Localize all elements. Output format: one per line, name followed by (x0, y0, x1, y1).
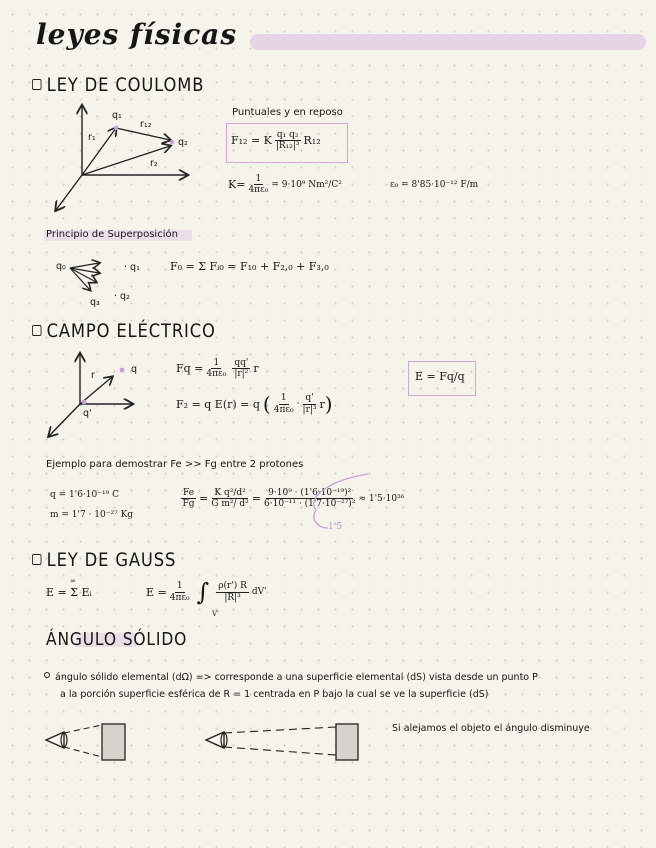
angulo-line2: a la porción superficie esférica de R = 1 centrada en P bajo la cual se ve la superficie (dS) (60, 689, 489, 700)
coulomb-heading-text: LEY DE COULOMB (46, 74, 205, 96)
campo-eq2-tail: r (319, 397, 325, 411)
label-sup-q3: q₃ (90, 297, 100, 308)
label-r2: r₂ (150, 158, 158, 169)
gauss-int-sub: V' (212, 610, 219, 618)
campo-eq1-den2: |r|² (234, 369, 249, 380)
label-q1: q₁ (112, 110, 122, 121)
campo-eq2-num1: 1 (280, 393, 287, 404)
ejemplo-m: m = 1'7 · 10⁻²⁷ Kg (50, 510, 134, 520)
angulo-heading: ÁNGULO SÓLIDO (46, 629, 188, 650)
k-den: 4πε₀ (248, 185, 269, 196)
label-r12: r₁₂ (140, 119, 152, 130)
label-sup-q1: · q₁ (124, 262, 140, 273)
page-title: leyes físicas (36, 18, 238, 51)
label-campo-r: r (91, 370, 95, 381)
campo-eq2: F₂ = q E(r) = q ( $\frac{1}{\text{4πε₀}}$ · $\frac{q'}{\text{|r|³}}$ r ) (176, 392, 333, 416)
label-campo-qp: q' (83, 408, 92, 419)
label-q0: q₀ (56, 261, 66, 272)
gauss-int-den: 4πε₀ (169, 592, 190, 603)
num-value: 9·10⁹ · (1'6·10⁻¹⁹)² (268, 488, 352, 498)
coulomb-force-vec: R₁₂ (303, 134, 321, 148)
k-lhs: K= (228, 178, 246, 192)
campo-box-lhs: E = (415, 370, 436, 383)
campo-eq1-num1: 1 (213, 358, 220, 368)
label-campo-q: q (131, 364, 138, 375)
campo-box-rhs: Fq/q (439, 370, 465, 383)
gauss-sum-eq: E = Σ Eᵢ (46, 586, 92, 599)
campo-eq1-den1: 4πε₀ (206, 369, 227, 380)
mid-num: K q²/d² (214, 488, 246, 498)
campo-eq2-num2: q' (305, 393, 314, 404)
gauss-sum-top: ∞ (70, 577, 76, 585)
campo-eq2-den1: 4πε₀ (273, 404, 294, 415)
integral-icon: ∫ (196, 578, 210, 606)
coulomb-force-num: q₁ q₂ (276, 130, 299, 140)
ratio-den: Fg (182, 499, 195, 510)
gauss-inner-num: ρ(r') R (218, 581, 247, 592)
angulo-caption: Si alejamos el objeto el ángulo disminuye (392, 723, 590, 734)
ejemplo-q: q = 1'6·10⁻¹⁹ C (50, 490, 119, 500)
gauss-inner-den: |R|³ (224, 592, 241, 603)
gauss-heading-text: LEY DE GAUSS (46, 549, 177, 571)
campo-eq1-num2: qq' (234, 358, 249, 368)
ratio-num: Fe (183, 488, 195, 498)
k-rhs: = 9·10⁹ Nm²/C² (271, 179, 342, 190)
ejemplo-ratio: $\frac{Fe}{Fg}$ = $\frac{\text{K q²/d²}}{\text{G m²/ d²}}$ = $\frac{\text{9·10⁹ · (1'6·10⁻¹⁹)²}}{\text{6·10⁻¹¹ · (1'7·10⁻²⁷)²}}$ ≈ 1'5·10³⁶ (182, 488, 405, 510)
superposicion-heading: Principio de Superposición (46, 229, 178, 240)
campo-eq2-lhs: F₂ = q E(r) = q (176, 397, 260, 411)
angulo-line1-text: ángulo sólido elemental (dΩ) => corresponde a una superficie elemental (dS) vista desde un punto P (55, 672, 538, 683)
k-num: 1 (255, 174, 262, 184)
gauss-int-lhs: E = (146, 585, 167, 599)
campo-eq2-den2: |r|³ (302, 404, 317, 415)
ejemplo-result: ≈ 1'5·10³⁶ (358, 493, 405, 504)
coulomb-force-lhs: F₁₂ = K (231, 134, 272, 148)
ejemplo-note: 1'5 (328, 522, 342, 532)
coulomb-force-den: |R₁₂|³ (275, 141, 300, 152)
mid-den: G m²/ d² (211, 499, 249, 510)
coulomb-note: Puntuales y en reposo (232, 107, 343, 118)
label-q2: q₂ (178, 137, 188, 148)
den-value: 6·10⁻¹¹ · (1'7·10⁻²⁷)² (264, 499, 356, 510)
label-sup-q2: · q₂ (114, 291, 130, 302)
superposicion-equation: F₀ = Σ Fᵢ₀ = F₁₀ + F₂,₀ + F₃,₀ (170, 260, 329, 273)
gauss-int-tail: dV' (251, 587, 267, 597)
campo-heading-text: CAMPO ELÉCTRICO (46, 320, 216, 342)
campo-eq1-lhs: Fq = (176, 362, 204, 376)
ejemplo-heading: Ejemplo para demostrar Fe >> Fg entre 2 protones (46, 459, 304, 470)
gauss-int-num: 1 (176, 581, 183, 592)
campo-eq1-tail: r (253, 362, 259, 376)
label-r1: r₁ (88, 132, 96, 143)
epsilon-value: ε₀ = 8'85·10⁻¹² F/m (390, 180, 479, 190)
